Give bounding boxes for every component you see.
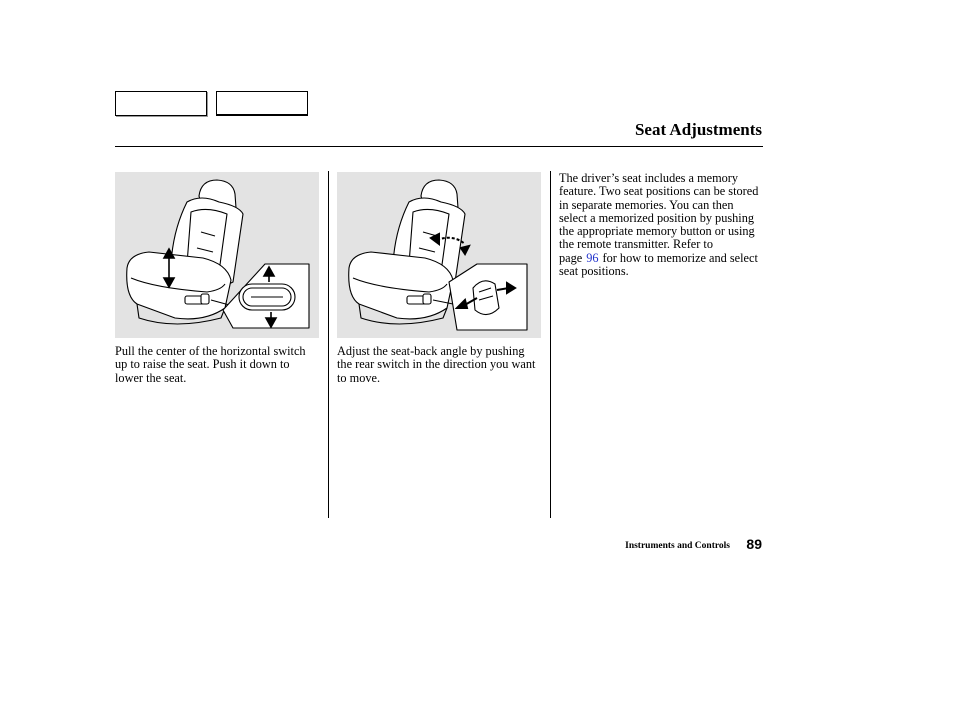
memory-text-after: for how to memorize and select seat positions. [559,250,758,279]
column-divider-2 [550,171,551,518]
seat-back-drawing [337,172,541,338]
seat-height-instructions: Pull the center of the horizontal switch up to raise the seat. Push it down to lower the seat. [115,344,306,385]
memory-feature-description [559,172,763,278]
seat-back-angle-illustration [337,172,541,338]
seat-back-instructions: Adjust the seat-back angle by pushing the rear switch in the direction you want to move. [337,344,536,385]
memory-text-before: The driver’s seat includes a memory feature. Two seat positions can be stored in separate memories. You can then select a memorized position by pushing the appropriate memory button or using the remote transmitter. Refer to page [559,171,759,265]
footer-section-title: Instruments and Controls [625,541,730,551]
nav-button-previous[interactable] [115,91,207,116]
column-divider-1 [328,171,329,518]
seat-height-drawing [115,172,319,338]
title-divider [115,146,763,147]
page-number: 89 [746,536,762,552]
page-96-link[interactable]: 96 [586,250,599,265]
page-title: Seat Adjustments [634,120,762,139]
nav-button-next[interactable] [216,91,308,116]
seat-height-illustration [115,172,319,338]
